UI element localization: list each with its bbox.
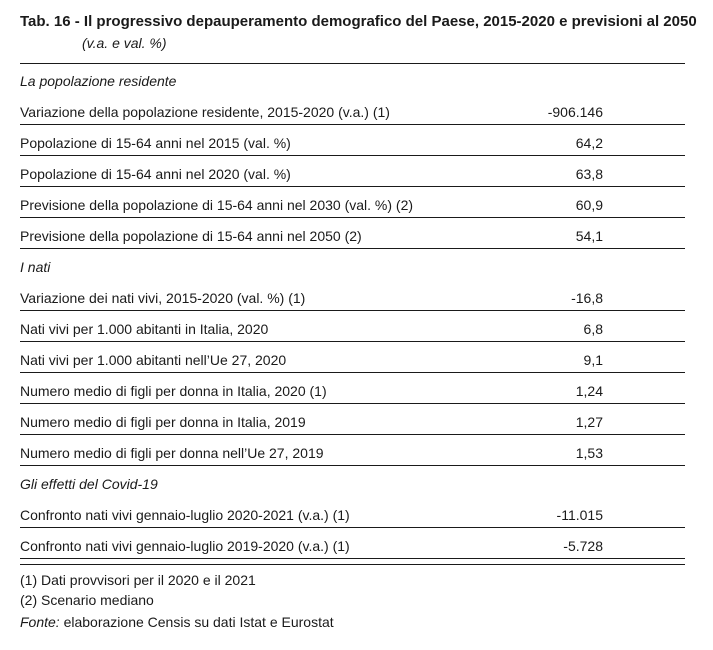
- table-row: [20, 311, 685, 342]
- row-value: 1,27: [575, 414, 603, 430]
- row-value: -906.146: [547, 104, 603, 120]
- row-label: Previsione della popolazione di 15-64 anni nel 2050 (2): [20, 228, 362, 244]
- row-value: -5.728: [563, 538, 603, 554]
- row-label: Nati vivi per 1.000 abitanti nell’Ue 27, 2020: [20, 352, 287, 368]
- row-value: -16,8: [571, 290, 603, 306]
- row-label: Previsione della popolazione di 15-64 anni nel 2030 (val. %) (2): [20, 197, 414, 213]
- row-label: Popolazione di 15-64 anni nel 2020 (val. %): [20, 166, 291, 182]
- table-subtitle: (v.a. e val. %): [82, 35, 167, 51]
- table-row: [20, 187, 685, 218]
- row-label: Popolazione di 15-64 anni nel 2015 (val. %): [20, 135, 291, 151]
- section-header-row: [20, 63, 685, 94]
- section-header-row: [20, 466, 685, 497]
- row-value: 63,8: [575, 166, 603, 182]
- row-value: 6,8: [583, 321, 603, 337]
- source-text: elaborazione Censis su dati Istat e Eurostat: [59, 614, 334, 630]
- row-label: Confronto nati vivi gennaio-luglio 2019-2020 (v.a.) (1): [20, 538, 350, 554]
- row-label: Variazione dei nati vivi, 2015-2020 (val. %) (1): [20, 290, 306, 306]
- section-label: I nati: [20, 259, 51, 275]
- table-row: [20, 280, 685, 311]
- table-row: [20, 342, 685, 373]
- table-row: [20, 156, 685, 187]
- row-value: 54,1: [575, 228, 603, 244]
- row-value: 1,53: [575, 445, 603, 461]
- row-value: 9,1: [583, 352, 603, 368]
- section-label: La popolazione residente: [20, 73, 177, 89]
- table-row: [20, 404, 685, 435]
- table-row: [20, 373, 685, 404]
- table-title: Tab. 16 - Il progressivo depauperamento demografico del Paese, 2015-2020 e previsioni al 2050: [20, 13, 697, 30]
- row-label: Confronto nati vivi gennaio-luglio 2020-2021 (v.a.) (1): [20, 507, 350, 523]
- table-row: [20, 218, 685, 249]
- row-label: Numero medio di figli per donna in Italia, 2020 (1): [20, 383, 327, 399]
- table-row: [20, 435, 685, 466]
- data-table: [20, 63, 685, 559]
- row-value: 64,2: [575, 135, 603, 151]
- table-row: [20, 94, 685, 125]
- row-label: Variazione della popolazione residente, 2015-2020 (v.a.) (1): [20, 104, 390, 120]
- row-value: 60,9: [575, 197, 603, 213]
- footnote-2: (2) Scenario mediano: [20, 592, 154, 608]
- source-note: [20, 614, 334, 630]
- row-label: Numero medio di figli per donna nell’Ue 27, 2019: [20, 445, 324, 461]
- section-label: Gli effetti del Covid-19: [20, 476, 158, 492]
- row-label: Numero medio di figli per donna in Italia, 2019: [20, 414, 306, 430]
- table-row: [20, 125, 685, 156]
- source-label: Fonte:: [20, 614, 60, 630]
- row-value: 1,24: [575, 383, 603, 399]
- bottom-rule: [20, 564, 685, 565]
- footnote-1: (1) Dati provvisori per il 2020 e il 2021: [20, 572, 256, 588]
- row-value: -11.015: [556, 507, 603, 523]
- row-label: Nati vivi per 1.000 abitanti in Italia, 2020: [20, 321, 269, 337]
- section-header-row: [20, 249, 685, 280]
- table-row: [20, 497, 685, 528]
- table-row: [20, 528, 685, 559]
